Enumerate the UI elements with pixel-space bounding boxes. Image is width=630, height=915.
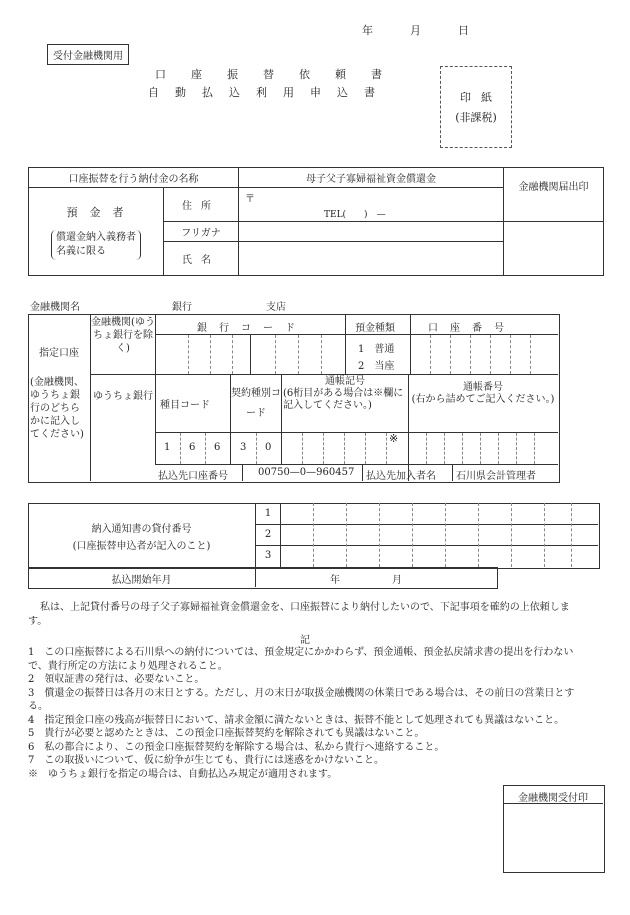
divider	[250, 335, 251, 374]
stamp-tax-exempt: (非課税)	[455, 111, 497, 124]
depositor-note-line1: 償還金納入義務者	[56, 231, 136, 243]
start-month: 月	[392, 575, 402, 586]
digit-divider	[386, 433, 387, 464]
tel-label: TEL( ) —	[324, 210, 386, 220]
type-digit-3: 6	[214, 442, 221, 453]
type-digit-1: 1	[164, 442, 171, 453]
bank-suffix: 銀行	[172, 302, 192, 313]
title-transfer-request: 口座振替依頼書	[155, 68, 407, 81]
term-item: ※ ゆうちょ銀行を指定の場合は、自動払込み規定が適用されます。	[28, 768, 338, 780]
digit-divider	[470, 335, 471, 374]
digit-divider	[516, 433, 517, 464]
contract-type-label: 契約種別コード	[231, 388, 281, 419]
divider	[410, 314, 411, 374]
digit-divider	[205, 433, 206, 464]
digit-divider	[323, 433, 324, 464]
digit-divider	[490, 335, 491, 374]
divider	[281, 374, 282, 464]
deposit-type-label: 預金種類	[355, 323, 395, 334]
divider	[255, 524, 598, 525]
start-year: 年	[330, 575, 340, 586]
passbook-symbol-title: 通帳記号	[325, 376, 365, 387]
payee-account-value: 00750—0—960457	[258, 467, 355, 478]
loan-number-label: 納入通知書の貸付番号	[91, 524, 192, 535]
loan-number-table	[28, 503, 600, 569]
bank-seal-label: 金融機関届出印	[504, 168, 604, 222]
bank-name-label: 金融機関名	[30, 302, 80, 313]
date-day: 日	[458, 24, 469, 37]
title-auto-payment: 自動払込利用申込書	[148, 86, 391, 99]
payment-name-label: 口座振替を行う納付金の名称	[29, 168, 239, 188]
digit-divider	[210, 335, 211, 374]
divider	[280, 503, 281, 567]
divider	[255, 545, 598, 546]
terms-list	[28, 646, 583, 781]
type-digit-2: 6	[189, 442, 196, 453]
digit-divider	[321, 335, 322, 374]
payee-account-label: 払込先口座番号	[158, 471, 228, 482]
revenue-stamp-box	[440, 66, 512, 148]
digit-divider	[412, 503, 413, 567]
name-field[interactable]	[239, 242, 504, 276]
divider	[452, 464, 453, 481]
star-mark: ※	[389, 432, 399, 445]
digit-divider	[444, 433, 445, 464]
designated-account-label: 指定口座	[39, 348, 79, 359]
receipt-seal-label: 金融機関受付印	[518, 793, 588, 804]
passbook-symbol-note: (6桁目がある場合は※欄に記入してください。)	[283, 388, 404, 411]
digit-divider	[365, 433, 366, 464]
term-item: 2 領収証書の発行は、必要ないこと。	[28, 674, 205, 685]
digit-divider	[571, 503, 572, 567]
receiver-tag: 受付金融機関用	[47, 44, 129, 65]
passbook-number-label	[409, 382, 557, 406]
passbook-number-note: (右から詰めてご記入ください。)	[411, 394, 555, 405]
address-label: 住所	[164, 188, 239, 222]
stamp-label: 印紙	[460, 91, 502, 104]
term-item: 1 この口座振替による石川県への納付については、預金規定にかかわらず、預金通帳、預金払戻請求書の提出を行わないで、貴行所定の方法により処理されること。	[28, 647, 574, 672]
term-item: 4 指定預金口座の残高が振替日において、請求金額に満たないときは、振替不能として処理されても異議はないこと。	[28, 714, 565, 726]
digit-divider	[180, 433, 181, 464]
loan-row-2: 2	[264, 529, 272, 540]
digit-divider	[462, 433, 463, 464]
depositor-note-line2: 名義に限る	[56, 245, 106, 257]
furigana-field[interactable]	[239, 222, 504, 242]
digit-divider	[511, 503, 512, 567]
postal-mark: 〒	[245, 194, 255, 205]
address-field[interactable]	[239, 188, 504, 222]
account-number-label: 口座番号	[428, 323, 516, 334]
deposit-option-current[interactable]: 2 当座	[358, 361, 395, 372]
deposit-option-ordinary[interactable]: 1 普通	[358, 344, 395, 355]
divider	[155, 334, 558, 335]
digit-divider	[232, 335, 233, 374]
payee-name-label: 払込先加入者名	[366, 471, 436, 482]
digit-divider	[256, 433, 257, 464]
bank-seal-area[interactable]	[504, 222, 604, 276]
designated-note: (金融機関、ゆうちょ銀行のどちらかに記入してください)	[30, 377, 84, 440]
digit-divider	[298, 335, 299, 374]
depositor-label: 預金者	[66, 205, 136, 219]
term-item: 7 この取扱いについて、仮に紛争が生じても、貴行には迷惑をかけないこと。	[28, 755, 384, 766]
payee-name-value: 石川県会計管理者	[456, 471, 536, 482]
term-item: 5 貴行が必要と認めたときは、この預金口座振替契約を解除されても異議はないこと。	[28, 728, 425, 739]
term-item: 6 私の都合により、この預金口座振替契約を解除する場合は、私から貴行へ連絡すること。	[28, 741, 445, 753]
passbook-symbol-label	[283, 376, 407, 412]
digit-divider	[344, 433, 345, 464]
digit-divider	[313, 503, 314, 567]
term-item: 3 償還金の振替日は各月の末日とする。ただし、月の末日が取扱金融機関の休業日である場合は、その前日の営業日とする。	[28, 687, 575, 712]
statement-text: 私は、上記貸付番号の母子父子寡婦福祉資金償還金を、口座振替により納付したいので、下記事項を確約の上依頼します。	[28, 602, 570, 627]
digit-divider	[534, 433, 535, 464]
digit-divider	[302, 433, 303, 464]
depositor-cell	[29, 188, 164, 276]
furigana-label: フリガナ	[164, 222, 239, 242]
divider	[255, 567, 256, 587]
passbook-number-title: 通帳番号	[463, 382, 503, 393]
digit-divider	[346, 503, 347, 567]
divider	[345, 314, 346, 374]
digit-divider	[478, 503, 479, 567]
type-code-label: 種目コード	[160, 400, 210, 411]
digit-divider	[530, 335, 531, 374]
contract-digit-2: 0	[265, 442, 272, 453]
digit-divider	[430, 335, 431, 374]
divider	[90, 374, 558, 375]
yucho-label: ゆうちょ銀行	[93, 391, 153, 402]
depositor-table	[28, 167, 604, 276]
digit-divider	[498, 433, 499, 464]
name-label: 氏名	[164, 242, 239, 276]
loan-row-3: 3	[264, 550, 272, 561]
digit-divider	[445, 503, 446, 567]
loan-number-note: (口座振替申込者が記入のこと)	[72, 541, 211, 552]
divider	[242, 464, 243, 481]
divider	[362, 464, 363, 481]
start-month-label: 払込開始年月	[111, 575, 172, 586]
digit-divider	[480, 433, 481, 464]
loan-row-1: 1	[264, 508, 272, 519]
ki-heading: 記	[300, 635, 310, 646]
date-month: 月	[410, 24, 421, 37]
divider	[155, 464, 558, 465]
financial-institution-label: 金融機関(ゆうちょ銀行を除く)	[91, 317, 155, 354]
digit-divider	[544, 503, 545, 567]
digit-divider	[379, 503, 380, 567]
branch-suffix: 支店	[266, 302, 286, 313]
digit-divider	[450, 335, 451, 374]
contract-digit-1: 3	[240, 442, 247, 453]
bank-code-label: 銀行コード	[197, 323, 307, 334]
date-year: 年	[362, 24, 373, 37]
divider	[155, 314, 156, 464]
digit-divider	[188, 335, 189, 374]
digit-divider	[510, 335, 511, 374]
depositor-note	[51, 230, 141, 260]
payment-name-value: 母子父子寡婦福祉資金償還金	[239, 168, 504, 188]
digit-divider	[426, 433, 427, 464]
digit-divider	[275, 335, 276, 374]
